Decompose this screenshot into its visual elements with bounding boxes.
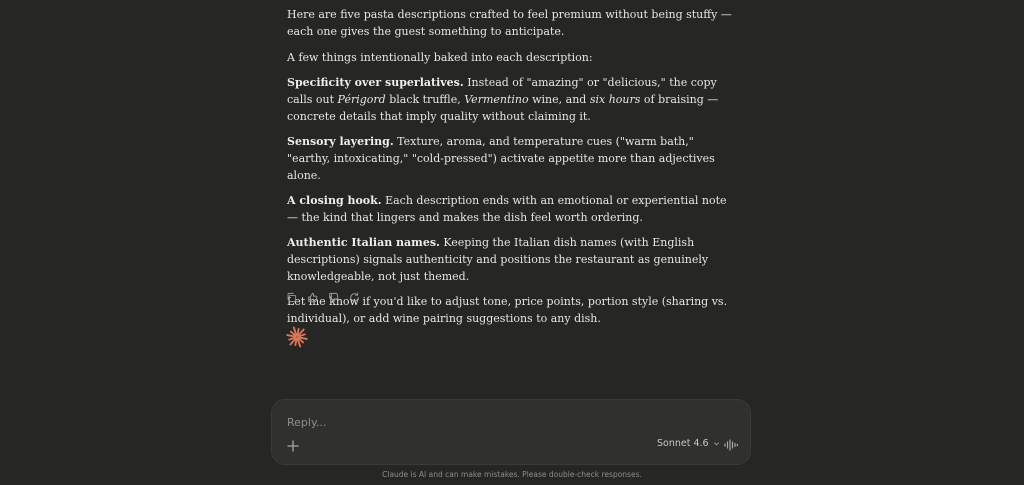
intro-paragraph: Here are five pasta descriptions crafted to feel premium without being stuffy — each one gives the guest something to anticipate.	[287, 8, 732, 38]
thumbs-up-icon[interactable]	[306, 291, 319, 304]
voice-mode-icon[interactable]	[723, 437, 739, 453]
authentic-names-paragraph: Authentic Italian names. Keeping the Italian dish names (with English descriptions) signals authenticity and positions the restaurant as genuinely knowledgeable, not just themed.	[287, 236, 709, 283]
list-intro-paragraph: A few things intentionally baked into each description:	[287, 51, 593, 64]
message-actions	[285, 291, 361, 304]
model-selector[interactable]	[657, 438, 720, 449]
sensory-paragraph: Sensory layering. Texture, aroma, and temperature cues ("warm bath," "earthy, intoxicating," "cold-pressed") activate appetite more than adjectives alone.	[287, 135, 715, 182]
retry-icon[interactable]	[348, 291, 361, 304]
chevron-down-icon	[713, 440, 720, 447]
claude-logo-icon	[286, 326, 308, 348]
composer	[271, 399, 751, 465]
closing-hook-paragraph: A closing hook. Each description ends with an emotional or experiential note — the kind that lingers and makes the dish feel worth ordering.	[287, 194, 727, 224]
copy-icon[interactable]	[285, 291, 298, 304]
disclaimer: Claude is AI and can make mistakes. Please double-check responses.	[382, 470, 642, 479]
model-name: Sonnet 4.6	[657, 438, 709, 449]
reply-input[interactable]	[285, 412, 729, 432]
specificity-paragraph: Specificity over superlatives. Instead of "amazing" or "delicious," the copy calls out Périgord black truffle, Vermentino wine, and six hours of braising — concrete details that imply quality without claiming it.	[287, 76, 719, 123]
authentic-names-heading: Authentic Italian names.	[287, 236, 440, 249]
assistant-message	[287, 6, 737, 335]
specificity-heading: Specificity over superlatives.	[287, 76, 464, 89]
thumbs-down-icon[interactable]	[327, 291, 340, 304]
closing-hook-heading: A closing hook.	[287, 194, 382, 207]
plus-icon[interactable]	[286, 438, 300, 452]
sensory-heading: Sensory layering.	[287, 135, 394, 148]
closing-paragraph: Let me know if you'd like to adjust tone, price points, portion style (sharing vs. individual), or add wine pairing suggestions to any dish.	[287, 295, 728, 325]
